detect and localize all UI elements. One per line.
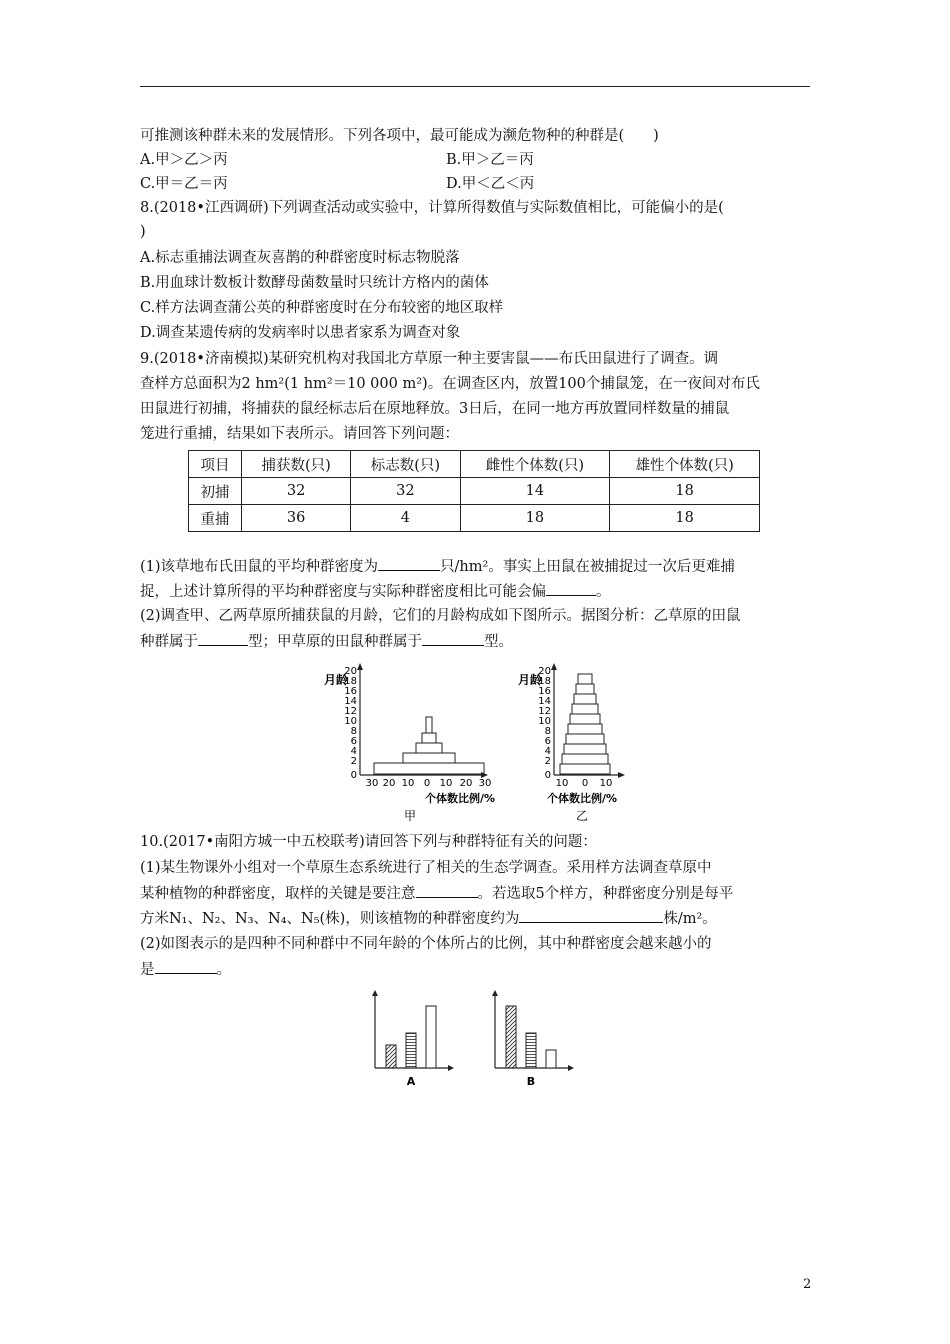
q7-stem-continuation: 可推测该种群未来的发展情形。下列各项中，最可能成为濒危物种的种群是( ) xyxy=(140,128,659,144)
q10-stem: 10.(2017•南阳方城一中五校联考)请回答下列与种群特征有关的问题： xyxy=(140,834,597,850)
answer-blank xyxy=(422,631,484,646)
q8-option-c: C.样方法调查蒲公英的种群密度时在分布较密的地区取样 xyxy=(140,300,504,316)
q7-option-d: D.甲＜乙＜丙 xyxy=(446,176,535,192)
svg-text:20: 20 xyxy=(459,778,473,789)
table-row xyxy=(189,478,760,505)
age-bar xyxy=(426,717,432,733)
bar-b-old xyxy=(546,1050,556,1068)
age-bar xyxy=(578,674,592,684)
table-cell: 18 xyxy=(460,505,610,532)
svg-text:16: 16 xyxy=(538,686,551,697)
q8-option-d: D.调查某遗传病的发病率时以患者家系为调查对象 xyxy=(140,325,461,341)
answer-blank xyxy=(416,883,478,898)
svg-text:18: 18 xyxy=(344,676,357,687)
svg-text:6: 6 xyxy=(350,736,357,747)
svg-text:0: 0 xyxy=(581,778,589,789)
svg-text:10: 10 xyxy=(401,778,415,789)
q9-stem-4: 笼进行重捕，结果如下表所示。请回答下列问题： xyxy=(140,426,459,442)
svg-text:0: 0 xyxy=(350,770,357,781)
q9-part1-line1: (1)该草地布氏田鼠的平均种群密度为 只/hm²。事实上田鼠在被捕捉过一次后更难捕 xyxy=(140,556,735,577)
table-cell: 18 xyxy=(610,478,760,505)
table-cell: 36 xyxy=(242,505,351,532)
bar-b-young xyxy=(506,1006,516,1068)
bar-chart-a xyxy=(372,990,454,1088)
pyramid-jia-bars xyxy=(374,717,484,774)
figure-caption: 乙 xyxy=(575,809,589,823)
bar-a-old xyxy=(426,1006,436,1068)
svg-text:0: 0 xyxy=(423,778,431,789)
bar-a-young xyxy=(386,1045,396,1068)
table-header-cell: 雌性个体数(只) xyxy=(460,451,610,478)
q10-part1-line2: 某种植物的种群密度，取样的关键是要注意 。若选取5个样方，种群密度分别是每平 xyxy=(140,883,733,904)
svg-text:16: 16 xyxy=(344,686,357,697)
table-header-row xyxy=(189,451,760,478)
age-bar xyxy=(560,764,610,774)
age-bar xyxy=(422,733,436,743)
svg-text:2: 2 xyxy=(544,756,551,767)
q10-part2-line1: (2)如图表示的是四种不同种群中不同年龄的个体所占的比例，其中种群密度会越来越小的 xyxy=(140,936,712,952)
svg-text:12: 12 xyxy=(538,706,551,717)
svg-text:20: 20 xyxy=(344,666,357,677)
figure-caption: 甲 xyxy=(403,809,417,823)
table-cell: 14 xyxy=(460,478,610,505)
svg-text:10: 10 xyxy=(538,716,551,727)
answer-blank xyxy=(546,581,596,596)
age-bar xyxy=(572,704,598,714)
table-header-cell: 项目 xyxy=(189,451,242,478)
y-tick-labels xyxy=(344,666,357,781)
svg-text:20: 20 xyxy=(538,666,551,677)
answer-blank xyxy=(198,631,248,646)
age-bar xyxy=(564,744,606,754)
svg-text:4: 4 xyxy=(544,746,551,757)
bar-a-adult xyxy=(406,1033,416,1068)
capture-table xyxy=(188,450,760,532)
age-bar xyxy=(403,753,455,763)
svg-text:30: 30 xyxy=(478,778,492,789)
q9-stem-2: 查样方总面积为2 hm²(1 hm²＝10 000 m²)。在调查区内，放置100个捕鼠笼，在一夜间对布氏 xyxy=(140,376,760,392)
age-bar xyxy=(570,714,600,724)
y-tick-labels xyxy=(538,666,551,781)
svg-text:2: 2 xyxy=(350,756,357,767)
table-cell: 初捕 xyxy=(189,478,242,505)
q8-option-a: A.标志重捕法调查灰喜鹊的种群密度时标志物脱落 xyxy=(140,250,460,266)
svg-text:20: 20 xyxy=(382,778,396,789)
q10-part1-line1: (1)某生物课外小组对一个草原生态系统进行了相关的生态学调查。采用样方法调查草原中 xyxy=(140,860,712,876)
svg-text:8: 8 xyxy=(544,726,551,737)
age-bar xyxy=(574,694,596,704)
svg-text:14: 14 xyxy=(538,696,551,707)
q8-stem-close: ) xyxy=(140,224,146,240)
bar-chart-b xyxy=(492,990,574,1088)
age-bar-figure xyxy=(362,990,592,1090)
age-bar xyxy=(576,684,594,694)
y-axis-label: 月龄 xyxy=(324,673,349,687)
pyramid-jia xyxy=(324,663,495,823)
svg-text:10: 10 xyxy=(344,716,357,727)
table-header-cell: 雄性个体数(只) xyxy=(610,451,760,478)
pyramid-yi-bars xyxy=(560,674,610,774)
chart-caption-b: B xyxy=(526,1075,536,1088)
header-rule xyxy=(140,86,810,87)
svg-text:10: 10 xyxy=(439,778,453,789)
age-bar xyxy=(566,734,604,744)
age-bar xyxy=(568,724,602,734)
svg-text:4: 4 xyxy=(350,746,357,757)
q10-part1-line3: 方米N₁、N₂、N₃、N₄、N₅(株)，则该植物的种群密度约为 株/m²。 xyxy=(140,908,717,929)
x-axis-label: 个体数比例/% xyxy=(546,792,618,805)
svg-text:18: 18 xyxy=(538,676,551,687)
svg-text:6: 6 xyxy=(544,736,551,747)
svg-text:8: 8 xyxy=(350,726,357,737)
q9-part2-line2: 种群属于 型；甲草原的田鼠种群属于 型。 xyxy=(140,631,513,652)
svg-text:14: 14 xyxy=(344,696,357,707)
table-cell: 4 xyxy=(351,505,460,532)
chart-caption-a: A xyxy=(406,1075,416,1088)
q9-part2-line1: (2)调查甲、乙两草原所捕获鼠的月龄，它们的月龄构成如下图所示。据图分析：乙草原的田鼠 xyxy=(140,608,741,624)
x-tick-labels xyxy=(556,778,613,789)
x-axis-label: 个体数比例/% xyxy=(424,792,496,805)
q7-option-b: B.甲＞乙＝丙 xyxy=(446,152,534,168)
q9-stem-1: 9.(2018•济南模拟)某研究机构对我国北方草原一种主要害鼠——布氏田鼠进行了调查。调 xyxy=(140,351,719,367)
y-axis-label: 月龄 xyxy=(518,673,543,687)
table-header-cell: 标志数(只) xyxy=(351,451,460,478)
svg-text:12: 12 xyxy=(344,706,357,717)
table-header-cell: 捕获数(只) xyxy=(242,451,351,478)
svg-text:0: 0 xyxy=(544,770,551,781)
svg-text:30: 30 xyxy=(365,778,379,789)
table-cell: 32 xyxy=(351,478,460,505)
q8-option-b: B.用血球计数板计数酵母菌数量时只统计方格内的菌体 xyxy=(140,275,489,291)
q9-stem-3: 田鼠进行初捕，将捕获的鼠经标志后在原地释放。3日后，在同一地方再放置同样数量的捕鼠 xyxy=(140,401,730,417)
table-cell: 重捕 xyxy=(189,505,242,532)
q7-option-c: C.甲＝乙＝丙 xyxy=(140,176,228,192)
q10-part2-line2: 是 。 xyxy=(140,959,231,980)
x-tick-labels xyxy=(366,778,492,789)
answer-blank xyxy=(519,908,663,923)
pyramid-yi xyxy=(518,663,625,823)
q8-stem: 8.(2018•江西调研)下列调查活动或实验中，计算所得数值与实际数值相比，可能偏小的是( xyxy=(140,200,724,216)
q9-part1-line2: 捉，上述计算所得的平均种群密度与实际种群密度相比可能会偏 。 xyxy=(140,581,611,602)
page-number: 2 xyxy=(803,1277,812,1292)
age-pyramid-figure xyxy=(310,660,650,825)
table-row xyxy=(189,505,760,532)
age-bar xyxy=(416,743,442,753)
table-cell: 18 xyxy=(610,505,760,532)
q7-option-a: A.甲＞乙＞丙 xyxy=(140,152,228,168)
svg-text:10: 10 xyxy=(599,778,613,789)
age-bar xyxy=(374,763,484,774)
svg-text:10: 10 xyxy=(555,778,569,789)
bar-b-adult xyxy=(526,1033,536,1068)
age-bar xyxy=(562,754,608,764)
table-cell: 32 xyxy=(242,478,351,505)
answer-blank xyxy=(155,959,217,974)
answer-blank xyxy=(378,556,440,571)
